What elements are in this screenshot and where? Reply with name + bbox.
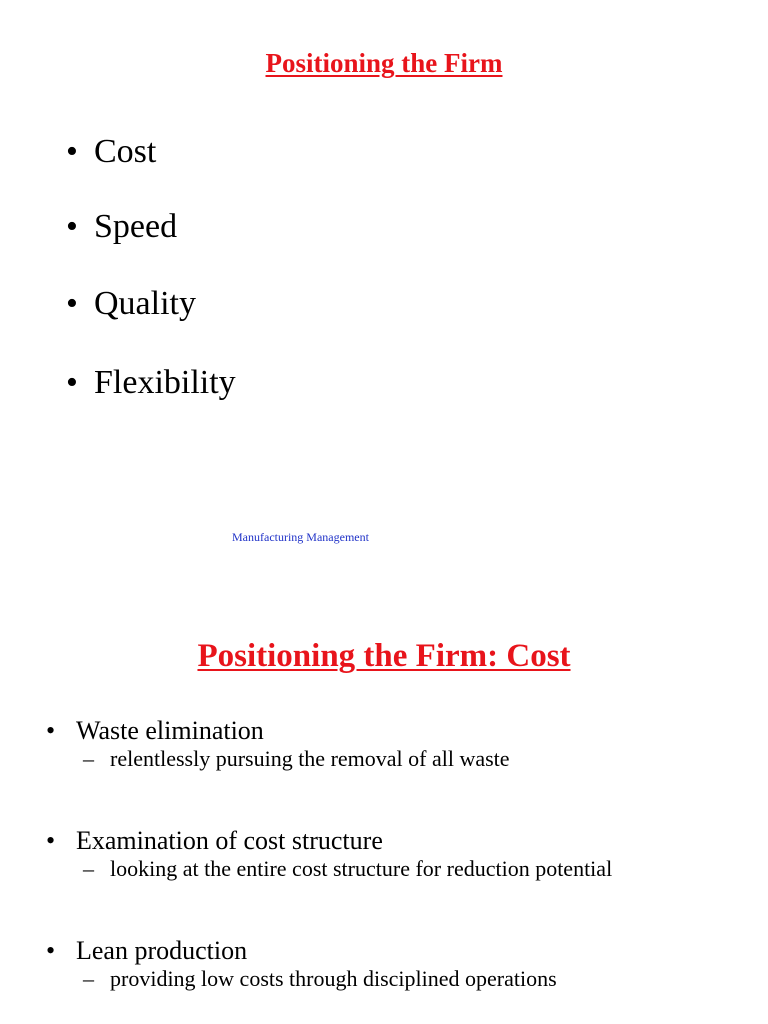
bullet-item-cost: [66, 132, 156, 172]
bullet-icon: •: [66, 364, 78, 401]
bullet-icon: •: [66, 285, 78, 322]
slide-title: Positioning the Firm: Cost: [197, 638, 571, 674]
bullet-item-waste-elimination: [46, 716, 746, 772]
bullet-item-cost-structure: [46, 826, 746, 882]
dash-icon: –: [83, 856, 94, 881]
bullet-icon: •: [66, 133, 78, 170]
sub-bullet-text: providing low costs through disciplined operations: [110, 966, 557, 991]
bullet-label: Cost: [94, 133, 157, 170]
sub-bullet-text: relentlessly pursuing the removal of all waste: [110, 746, 510, 771]
sub-bullet-text: looking at the entire cost structure for reduction potential: [110, 856, 613, 881]
bullet-item-lean-production: [46, 936, 746, 992]
bullet-icon: •: [66, 208, 78, 245]
sub-bullet: [83, 966, 746, 992]
slide-title: Positioning the Firm: [265, 48, 503, 78]
slide-footer: Manufacturing Management: [232, 530, 369, 544]
bullet-head: [46, 826, 746, 856]
bullet-icon: •: [46, 716, 56, 745]
bullet-head: [46, 716, 746, 746]
bullet-item-speed: [66, 207, 177, 247]
bullet-label: Quality: [94, 285, 196, 322]
slide-positioning-the-firm-cost: [0, 600, 768, 1024]
bullet-head: [46, 936, 746, 966]
bullet-label: Lean production: [76, 936, 248, 965]
dash-icon: –: [83, 746, 94, 771]
bullet-label: Waste elimination: [76, 716, 264, 745]
dash-icon: –: [83, 966, 94, 991]
bullet-icon: •: [46, 936, 56, 965]
bullet-label: Flexibility: [94, 364, 236, 401]
bullet-label: Examination of cost structure: [76, 826, 383, 855]
bullet-label: Speed: [94, 208, 178, 245]
sub-bullet: [83, 856, 746, 882]
bullet-icon: •: [46, 826, 56, 855]
bullet-item-quality: [66, 284, 196, 324]
bullet-item-flexibility: [66, 363, 236, 403]
sub-bullet: [83, 746, 746, 772]
